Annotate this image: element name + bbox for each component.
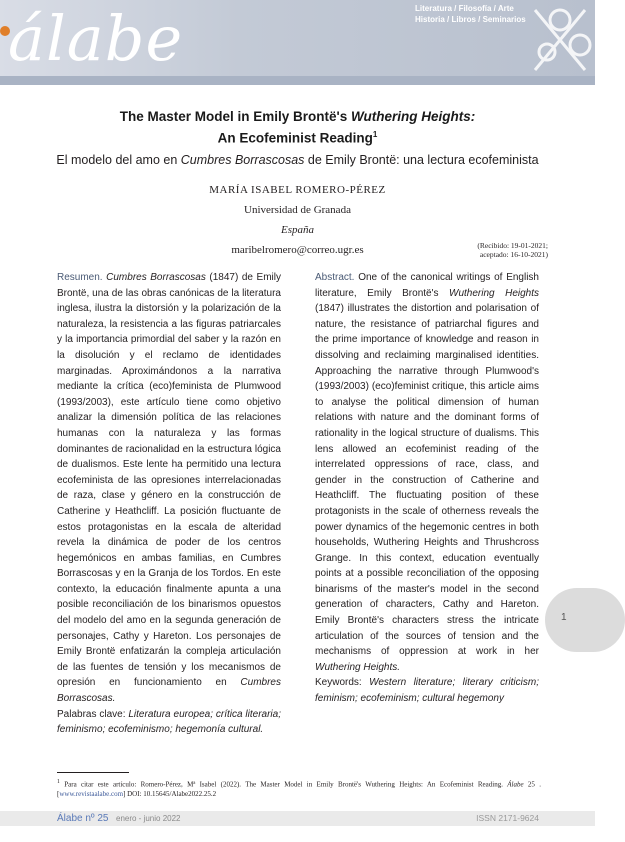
banner-strip [0, 76, 595, 91]
resumen-work-title-end: Cumbres Borrascosas. [57, 677, 281, 705]
strip-text: Revista de la Red de Universidades Lectoras Revista de la Red de Universidades Lectoras Revista de la Red de Universidades Lectoras Revista de la Red de Universidades Lectoras Revista de la Red [4, 85, 494, 91]
journal-tagline [415, 3, 526, 25]
article-subtitle [0, 152, 595, 168]
author-name: MARÍA ISABEL ROMERO-PÉREZ [209, 184, 386, 196]
abstract-work-title-end: Wuthering Heights. [315, 661, 401, 673]
received-dates [430, 241, 548, 259]
accepted-date: aceptado: 16-10-2021) [479, 250, 548, 259]
footer-journal: Álabe nº 25 [57, 813, 109, 824]
resumen-keywords [57, 707, 281, 738]
keywords-label-en: Keywords: [315, 677, 370, 689]
abstract-work-title: Wuthering Heights [449, 287, 539, 299]
author-affiliation: Universidad de Granada [244, 204, 351, 216]
footnote-issue: 25 . [ [57, 780, 542, 799]
received-date: (Recibido: 19-01-2021; [477, 241, 548, 250]
keywords-en: Western literature; literary criticism; feminism; ecofeminism; cultural hegemony [315, 677, 539, 705]
footnote-journal: Álabe [507, 780, 524, 789]
title-line-2 [0, 126, 595, 148]
author-email[interactable]: maribelromero@correo.ugr.es [231, 244, 364, 256]
subtitle-text: El modelo del amo en [56, 153, 181, 167]
footnote-rule [57, 772, 129, 773]
page-number-tab [545, 588, 625, 652]
abstract-paragraph [315, 270, 539, 675]
footer-issn: ISSN 2171-9624 [476, 813, 539, 823]
footnote-doi: ] DOI: 10.15645/Alabe2022.25.2 [123, 790, 217, 799]
tagline-line-2: Historia / Libros / Seminarios [415, 15, 526, 24]
subtitle-text-end: de Emily Brontë: una lectura ecofeminista [304, 153, 539, 167]
journal-logo: álabe [8, 2, 184, 75]
footnote-number: 1 [57, 779, 60, 785]
footnote-link[interactable]: www.revistaalabe.com [59, 790, 124, 799]
abstract-keywords [315, 675, 539, 706]
keywords-es: Literatura europea; crítica literaria; feminismo; ecofeminismo; hegemonía cultural. [57, 708, 281, 736]
resumen-text: (1847) de Emily Brontë, una de las obras canónicas de la literatura inglesa, ilustra la distorsión y la polarización de la naturaleza, la resistencia a las figuras patriarcales y la importancia primordial del saber y la razón en la disolución y el reclamo de identidades marginadas. Aproximándonos a la narrativa mediante la crítica (eco)feminista de Plumwood (1993/2003), este artículo tiene como objetivo analizar la dimensión política de las relaciones humanas con la naturaleza y las formas dominantes de racionalidad en la estructura lógica de dualismos. Este lente ha permitido una lectura ecofeminista de las opresiones interrelacionadas de raza, clase y género en la construcción de Catherine y Heathcliff. La posición fluctuante de estos protagonistas en la escala de alteridad revela la dinámica de poder de los centros hegemónicos en ambas familias, en Cumbres Borrascosas y en la Granja de los Tordos. En este contexto, la educación finalmente apunta a una posible reconciliación de los binarismos opuestos del modelo del amo en la segunda generación de personajes, Cathy y Hareton. Los personajes de Emily Brontë enfatizarán la compleja articulación de las fuentes de tensión y los mecanismos de opresión en funcionamiento en [57, 272, 281, 689]
subtitle-work: Cumbres Borrascosas [180, 153, 305, 167]
resumen-paragraph [57, 270, 281, 707]
title-text: The Master Model in Emily Brontë's [119, 109, 351, 124]
resumen-column [57, 270, 281, 738]
resumen-work-title: Cumbres Borrascosas [106, 272, 206, 283]
resumen-label: Resumen. [57, 272, 103, 283]
abstract-column [315, 270, 539, 707]
page-number: 1 [561, 612, 567, 623]
abstract-text-a: One of the canonical writings of English literature, Emily Brontë's [315, 272, 539, 299]
abstract-text-b: (1847) illustrates the distortion and polarisation of nature, the resistance of patriarchal figures and the prime importance of knowledge and reason in dissolving and reclaiming marginalised identities. Approaching the narrative through Plumwood's (1993/2003) (eco)feminist critique, this article aims to analyse the political dimension of human relations with nature and the dominant forms of rationality in the logical structure of dualisms. This lens allowed an ecofeminist reading of the interrelated oppressions of race, class, and gender in the construction of Catherine and Heathcliff. The fluctuating position of these protagonists in the scale of otherness reveals the power dynamics of the hegemonic centres in both households, Wuthering Heights and Thrushcross Grange. In this context, education eventually points at a possible reconciliation of the opposing binarisms of the master's model in the second generation of characters, Cathy and Hareton. Emily Brontë's characters stress the intricate articulation of the sources of tension and the mechanisms of oppression at work in her [315, 303, 539, 658]
footnote [57, 777, 541, 799]
journal-banner [0, 0, 595, 91]
lace-ornament-icon [525, 0, 595, 84]
author-country: España [281, 224, 314, 236]
title-work: Wuthering Heights: [351, 109, 476, 124]
footnote-mark: 1 [372, 130, 378, 139]
footer-issue-date: enero - junio 2022 [116, 814, 181, 823]
keywords-label-es: Palabras clave: [57, 708, 129, 720]
article-title [0, 108, 595, 148]
title-line-1 [0, 108, 595, 126]
tagline-line-1: Literatura / Filosofía / Arte [415, 4, 514, 13]
abstract-label: Abstract. [315, 272, 355, 283]
title-text-2: An Ecofeminist Reading [217, 130, 373, 146]
footnote-text: Para citar este artículo: Romero-Pérez, Mª Isabel (2022). The Master Model in Emily Brontë's Wuthering Heights: An Ecofeminist Reading. [59, 780, 508, 789]
